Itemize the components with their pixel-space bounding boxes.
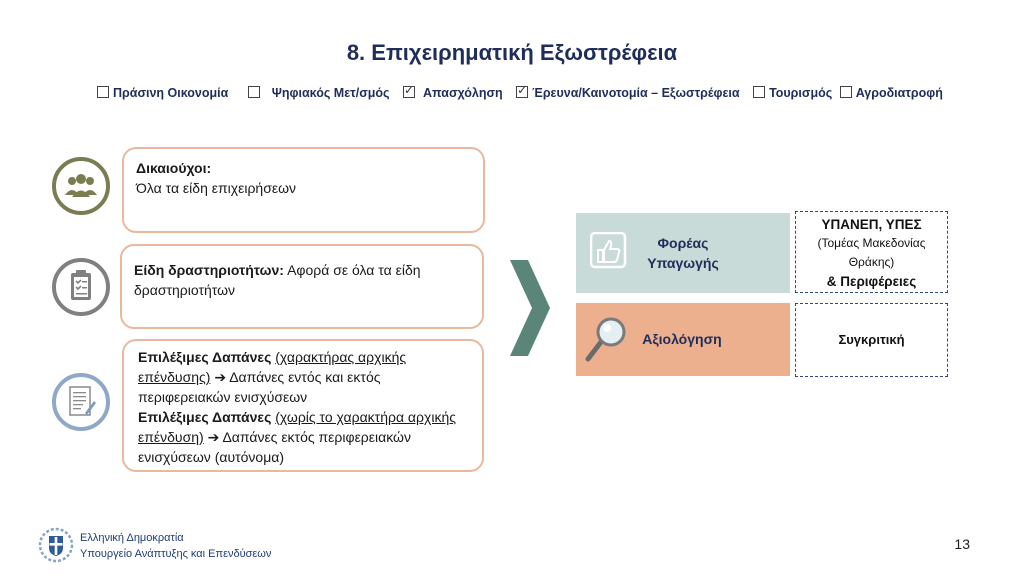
page-title: 8. Επιχειρηματική Εξωστρέφεια xyxy=(346,40,678,65)
magnifier-icon xyxy=(583,314,633,364)
checked-checkbox-icon[interactable] xyxy=(516,86,528,98)
category-digital[interactable]: Ψηφιακός Μετ/σμός xyxy=(248,86,390,100)
activities-label: Είδη δραστηριοτήτων: xyxy=(134,262,284,278)
expenses-card xyxy=(122,339,484,472)
beneficiaries-card xyxy=(122,147,485,233)
evaluation-panel-label: Αξιολόγηση xyxy=(642,331,722,347)
clipboard-checklist-icon xyxy=(52,258,110,316)
beneficiaries-text: Όλα τα είδη επιχειρήσεων xyxy=(136,180,297,196)
activities-card xyxy=(120,244,484,329)
checkbox-icon[interactable] xyxy=(97,86,109,98)
checked-checkbox-icon[interactable] xyxy=(403,86,415,98)
expenses-label-2: Επιλέξιμες Δαπάνες xyxy=(138,409,272,425)
people-icon xyxy=(52,157,110,215)
page-number: 13 xyxy=(954,536,970,552)
footer-institution: Ελληνική Δημοκρατία Υπουργείο Ανάπτυξης και Επενδύσεων xyxy=(80,532,272,560)
body-value-main: ΥΠΑΝΕΠ, ΥΠΕΣ xyxy=(821,217,922,232)
arrow-right-icon: ➔ xyxy=(207,429,220,445)
category-green-economy[interactable]: Πράσινη Οικονομία xyxy=(97,86,228,100)
expenses-label-1: Επιλέξιμες Δαπάνες xyxy=(138,349,272,365)
body-value-note: (Τομέας Μακεδονίας Θράκης) xyxy=(817,236,926,269)
checkbox-icon[interactable] xyxy=(248,86,260,98)
coat-of-arms-icon xyxy=(38,527,74,563)
expenses-note-2: (χωρίς το χαρακτήρα αρχικής επένδυση) xyxy=(138,409,456,445)
category-agrifood[interactable]: Αγροδιατροφή xyxy=(840,86,943,100)
activities-text: Αφορά σε όλα τα είδη δραστηριοτήτων xyxy=(134,262,421,298)
evaluation-value-box xyxy=(795,303,948,377)
checkbox-icon[interactable] xyxy=(840,86,852,98)
body-value-box xyxy=(795,211,948,293)
checkbox-icon[interactable] xyxy=(753,86,765,98)
expenses-text-1: Δαπάνες εντός και εκτός περιφερειακών ενισχύσεων xyxy=(138,369,381,405)
category-research[interactable]: ✓ Έρευνα/Καινοτομία – Εξωστρέφεια xyxy=(516,86,739,100)
thumbs-up-icon xyxy=(590,232,630,270)
expenses-note-1: (χαρακτήρας αρχικής επένδυσης) xyxy=(138,349,407,385)
arrow-right-icon: ➔ xyxy=(214,369,227,385)
body-value-tail: Περιφέρειες xyxy=(840,274,917,289)
document-edit-icon xyxy=(52,373,110,431)
category-checklist xyxy=(97,86,977,100)
chevron-right-icon xyxy=(508,260,552,356)
category-tourism[interactable]: Τουρισμός xyxy=(753,86,832,100)
body-panel-label: Φορέας Υπαγωγής xyxy=(647,235,719,271)
expenses-text-2: Δαπάνες εκτός περιφερειακών ενισχύσεων (αυτόνομα) xyxy=(138,429,411,465)
body-value-amp: & xyxy=(826,274,837,289)
evaluation-value: Συγκριτική xyxy=(838,332,905,347)
beneficiaries-label: Δικαιούχοι: xyxy=(136,160,212,176)
category-employment[interactable]: ✓ Απασχόληση xyxy=(403,86,503,100)
